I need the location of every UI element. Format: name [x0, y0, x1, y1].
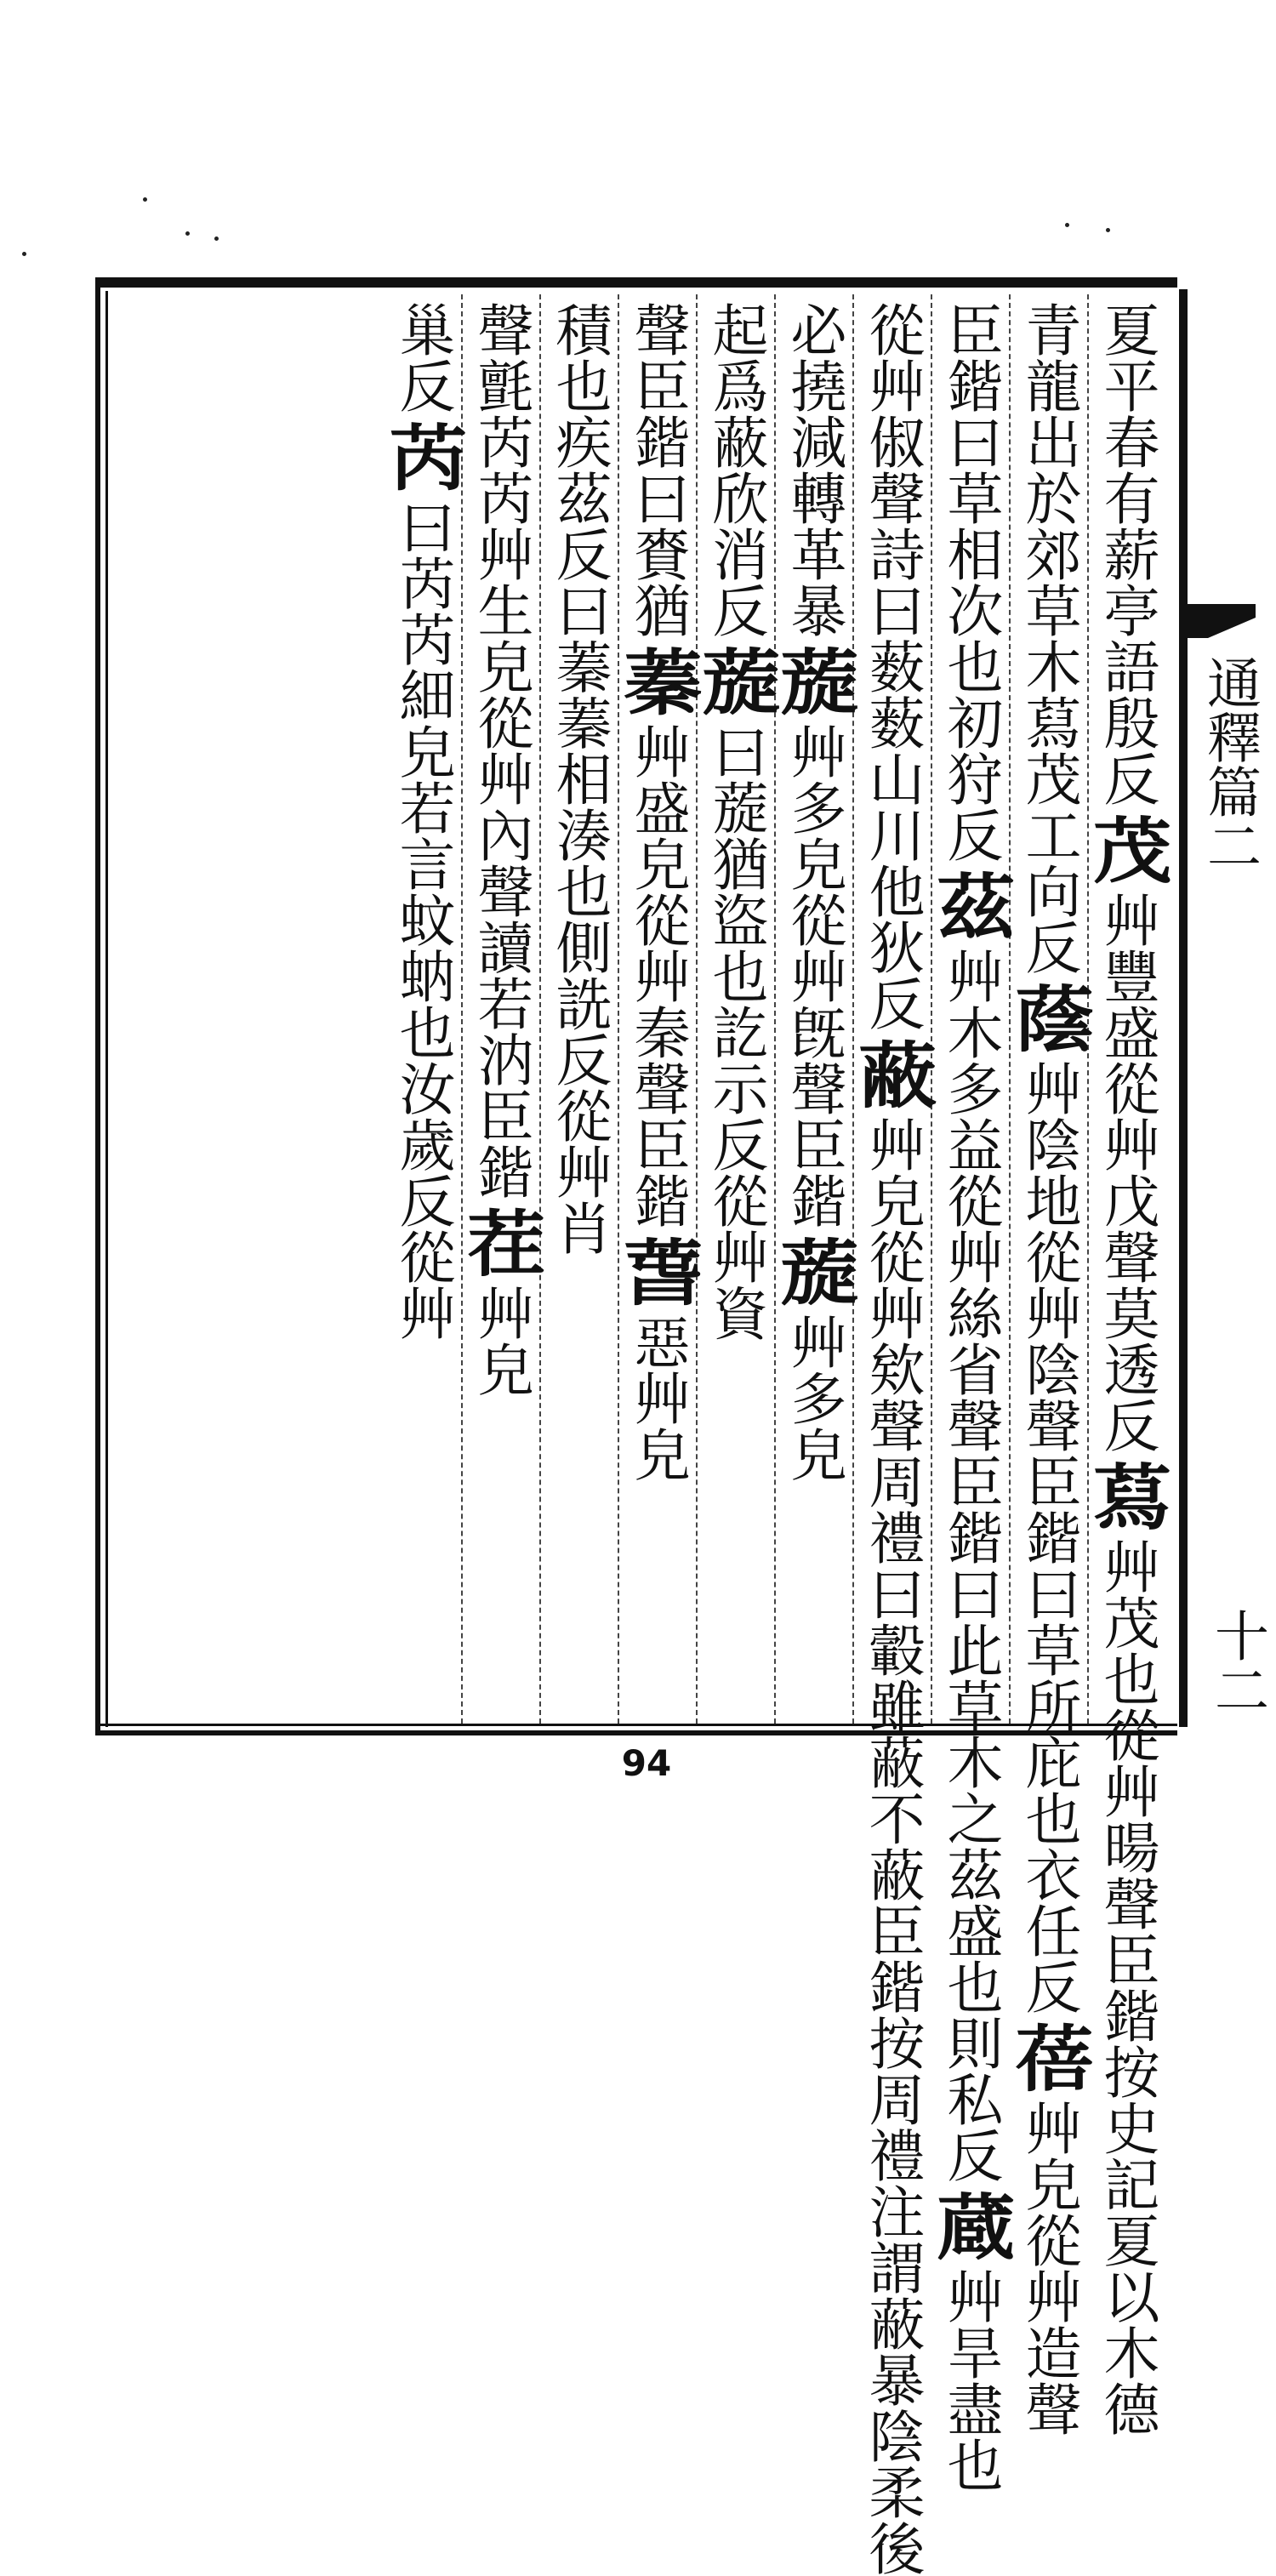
column-text: 艸旱盡也 — [937, 2268, 1003, 2493]
print-speck — [214, 237, 219, 241]
page-edge-margin — [1179, 289, 1267, 1727]
seal-character: 萅 — [611, 1235, 704, 1307]
column-text: 必撓減轉革暴 — [781, 301, 846, 638]
seal-character: 茂 — [1080, 813, 1173, 885]
column-text: 艸豐盛從艸戊聲莫透反 — [1094, 892, 1159, 1453]
column-text: 艸木多益從艸絲省聲臣鍇曰此草木之茲盛也則私反 — [937, 948, 1003, 2183]
column-text: 艸多皃從艸旣聲臣鍇 — [781, 723, 846, 1228]
print-speck — [143, 197, 147, 202]
column-text: 曰蓁蓁相湊也側詵反 — [546, 582, 612, 1087]
running-title: 通釋篇二 — [1198, 655, 1261, 873]
column-text: 艸茂也從艸暘聲臣鍇按史記夏以木德 — [1094, 1538, 1159, 2436]
column-text: 艸皃 — [468, 1285, 533, 1397]
text-column-2 — [1002, 294, 1095, 2436]
text-column-8 — [539, 294, 618, 1724]
text-column-7 — [611, 294, 704, 1724]
column-text: 艸陰地從艸陰聲臣鍇曰草所庇也衣任反 — [1016, 1060, 1081, 2015]
column-text: 青龍出於郊草木蕮茂工向反 — [1016, 301, 1081, 975]
text-column-9 — [454, 294, 547, 1724]
column-text: 臣鍇曰草相次也初狩反 — [937, 301, 1003, 863]
seal-character: 蔙 — [767, 645, 860, 716]
column-text: 艸皃從艸欸聲周禮曰轂雖蔽不蔽臣鍇按周禮注謂蔽暴陰柔後 — [859, 1116, 925, 2576]
text-column-3 — [924, 294, 1017, 2493]
print-speck — [185, 231, 190, 236]
seal-character: 蔙 — [689, 645, 782, 716]
column-text: 從艸肖 — [546, 1087, 612, 1256]
seal-character: 蔙 — [767, 1235, 860, 1307]
column-text: 從艸資 — [703, 1172, 768, 1341]
seal-character: 蔭 — [1002, 982, 1095, 1053]
column-text: 聲氈 — [468, 301, 533, 413]
column-text: 惡艸皃 — [624, 1314, 690, 1482]
edge-rule — [1179, 289, 1188, 1727]
column-text: 艸皃從艸造聲 — [1016, 2100, 1081, 2436]
column-text: 艸盛皃從艸秦聲臣鍇 — [624, 723, 690, 1228]
seal-character: 蔽 — [846, 1038, 938, 1109]
text-column-4 — [846, 294, 938, 2576]
text-column-10 — [376, 294, 469, 1724]
column-text: 夏平春有薪亭語殷反 — [1094, 301, 1159, 806]
text-column-1 — [1080, 294, 1173, 2436]
text-column-6 — [689, 294, 782, 1724]
column-text: 起爲蔽欣消反 — [703, 301, 768, 638]
text-column-5 — [767, 294, 860, 1724]
seal-character: 蕮 — [1080, 1460, 1173, 1531]
seal-character: 蔵 — [924, 2190, 1017, 2261]
column-text: 從艸俶聲詩曰薮薮山川他狄反 — [859, 301, 925, 1031]
column-text: 巢反 — [390, 301, 455, 413]
column-text: 積也疾茲反 — [546, 301, 612, 582]
fishtail-mark-icon — [1188, 604, 1256, 638]
print-speck — [1065, 223, 1069, 227]
seal-character: 芮 — [376, 420, 469, 492]
seal-character: 蓓 — [1002, 2021, 1095, 2093]
column-text: 芮芮艸生皃從艸內聲讀若汭臣鍇 — [468, 413, 533, 1200]
print-speck — [22, 252, 26, 256]
seal-character: 茲 — [924, 869, 1017, 941]
column-text: 聲臣鍇曰賚猶 — [624, 301, 690, 638]
frame-inner-rule — [105, 291, 108, 1727]
seal-character: 蓁 — [611, 645, 704, 716]
column-text: 艸多皃 — [781, 1314, 846, 1482]
page-number: 94 — [621, 1742, 672, 1784]
folio-number: 十二 — [1205, 1608, 1268, 1717]
print-speck — [1106, 228, 1110, 232]
column-text: 曰芮芮細皃若言蚊蚋也汝歲反 — [390, 499, 455, 1228]
column-text: 從艸 — [390, 1228, 455, 1341]
seal-character: 茬 — [454, 1206, 547, 1278]
column-text: 曰蔙猶盜也訖示反 — [703, 723, 768, 1172]
